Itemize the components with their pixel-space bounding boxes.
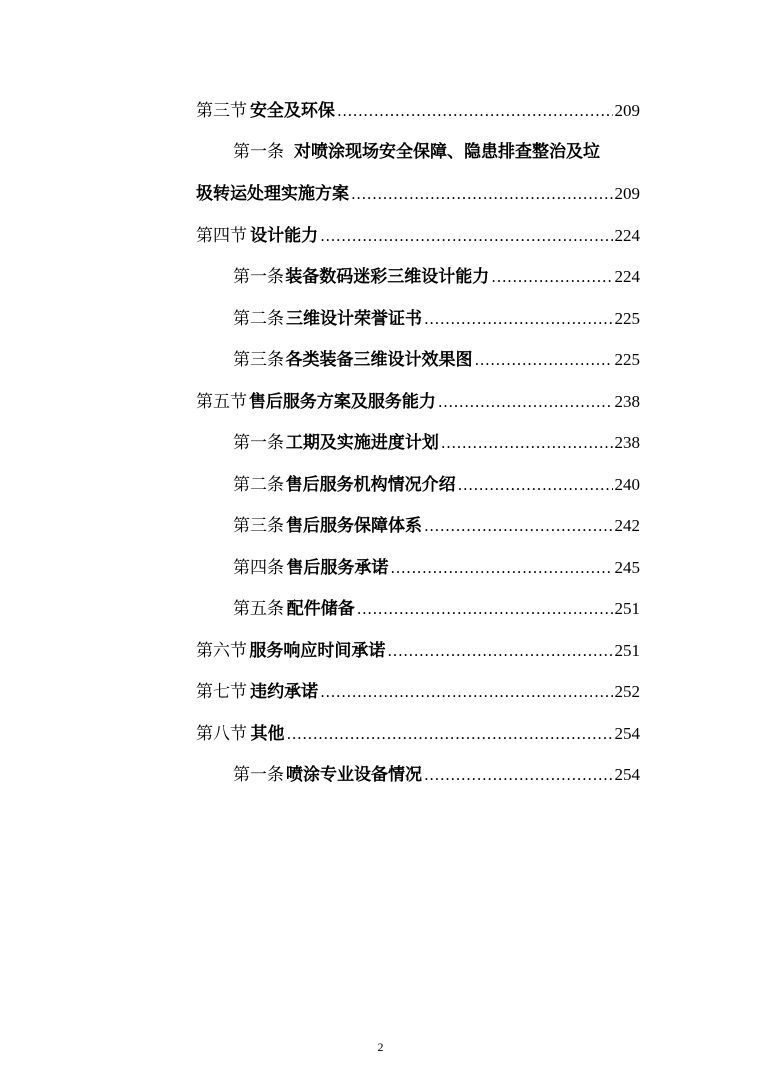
page-number: 2 [377,1040,384,1054]
dot-leader [424,755,612,797]
table-of-contents [196,90,640,796]
toc-entry-title: 设计能力 [250,225,319,246]
toc-entry[interactable] [196,754,640,796]
toc-entry-page: 209 [614,101,640,120]
toc-entry-number: 第五条 [233,599,284,619]
toc-entry-number: 第一条 [233,141,284,162]
toc-entry[interactable] [196,339,640,381]
toc-entry-title: 喷涂专业设备情况 [286,765,423,785]
toc-entry-page: 240 [614,474,640,494]
dot-leader [474,340,612,382]
dot-leader [491,257,612,299]
toc-entry-page: 238 [614,433,640,452]
toc-entry-number: 第三条 [233,516,284,536]
toc-entry-page: 209 [614,184,640,203]
toc-entry[interactable] [196,298,640,340]
toc-entry-number: 第三节 [196,101,247,121]
toc-entry[interactable] [196,422,640,464]
toc-entry-title: 违约承诺 [250,682,319,702]
toc-entry[interactable] [196,630,640,672]
toc-entry-number: 第三条 [233,350,284,370]
toc-entry-number: 第一条 [233,765,284,785]
dot-leader [357,589,613,631]
toc-entry-title: 各类装备三维设计效果图 [285,350,473,370]
dot-leader [424,299,612,341]
toc-entry-page: 251 [614,599,640,618]
toc-entry-title: 其他 [250,723,285,744]
toc-entry-number: 第七节 [196,682,247,702]
toc-entry[interactable] [196,90,640,132]
toc-entry[interactable] [196,671,640,713]
dot-leader [320,216,612,258]
dot-leader [424,506,612,548]
toc-entry-number: 第五节 [196,391,247,412]
toc-entry[interactable] [196,464,640,506]
dot-leader [390,548,612,590]
toc-entry-page: 254 [614,765,640,784]
toc-entry-number: 第一条 [233,267,284,287]
toc-entry-title: 三维设计荣誉证书 [286,308,423,329]
toc-entry-title: 装备数码迷彩三维设计能力 [285,267,490,287]
toc-entry-title: 售后服务承诺 [286,557,389,578]
toc-entry[interactable] [196,588,640,630]
toc-entry-title: 配件储备 [286,599,355,619]
toc-entry-title-continued: 圾转运处理实施方案 [196,184,349,204]
toc-entry[interactable] [196,132,640,174]
toc-entry-number: 第六节 [196,640,247,661]
dot-leader [387,631,612,673]
toc-entry-page: 224 [614,267,640,286]
toc-entry-title: 服务响应时间承诺 [249,640,386,661]
toc-entry[interactable] [196,713,640,755]
toc-entry-page: 225 [614,308,640,328]
toc-entry[interactable] [196,215,640,257]
dot-leader [441,423,613,465]
toc-entry-page: 254 [614,723,640,743]
dot-leader [438,382,613,424]
toc-entry-page: 252 [614,682,640,701]
dot-leader [320,672,612,714]
dot-leader [337,91,613,133]
toc-entry-title: 售后服务机构情况介绍 [285,474,456,495]
toc-entry-title: 对喷涂现场安全保障、隐患排查整治及垃 [294,141,600,162]
toc-entry-continuation[interactable] [196,173,640,215]
toc-entry-number: 第二条 [233,308,284,329]
toc-entry-title: 工期及实施进度计划 [285,433,439,453]
toc-entry-number: 第四节 [196,225,247,246]
toc-entry[interactable] [196,547,640,589]
toc-entry-number: 第二条 [233,474,284,495]
toc-entry-title: 安全及环保 [249,101,335,121]
toc-entry-page: 224 [614,225,640,245]
dot-leader [458,465,613,507]
toc-entry[interactable] [196,381,640,423]
toc-entry-number: 第四条 [233,557,284,578]
dot-leader [286,714,612,756]
toc-entry-title: 售后服务方案及服务能力 [248,391,436,412]
toc-entry[interactable] [196,256,640,298]
toc-entry-title: 售后服务保障体系 [286,516,423,536]
toc-entry-page: 238 [614,391,640,411]
toc-entry-page: 251 [614,640,640,660]
toc-entry-number: 第八节 [196,723,247,744]
toc-entry-page: 245 [614,557,640,577]
dot-leader [351,174,613,216]
toc-entry[interactable] [196,505,640,547]
toc-entry-page: 225 [614,350,640,369]
toc-entry-number: 第一条 [233,433,284,453]
toc-entry-page: 242 [614,516,640,535]
